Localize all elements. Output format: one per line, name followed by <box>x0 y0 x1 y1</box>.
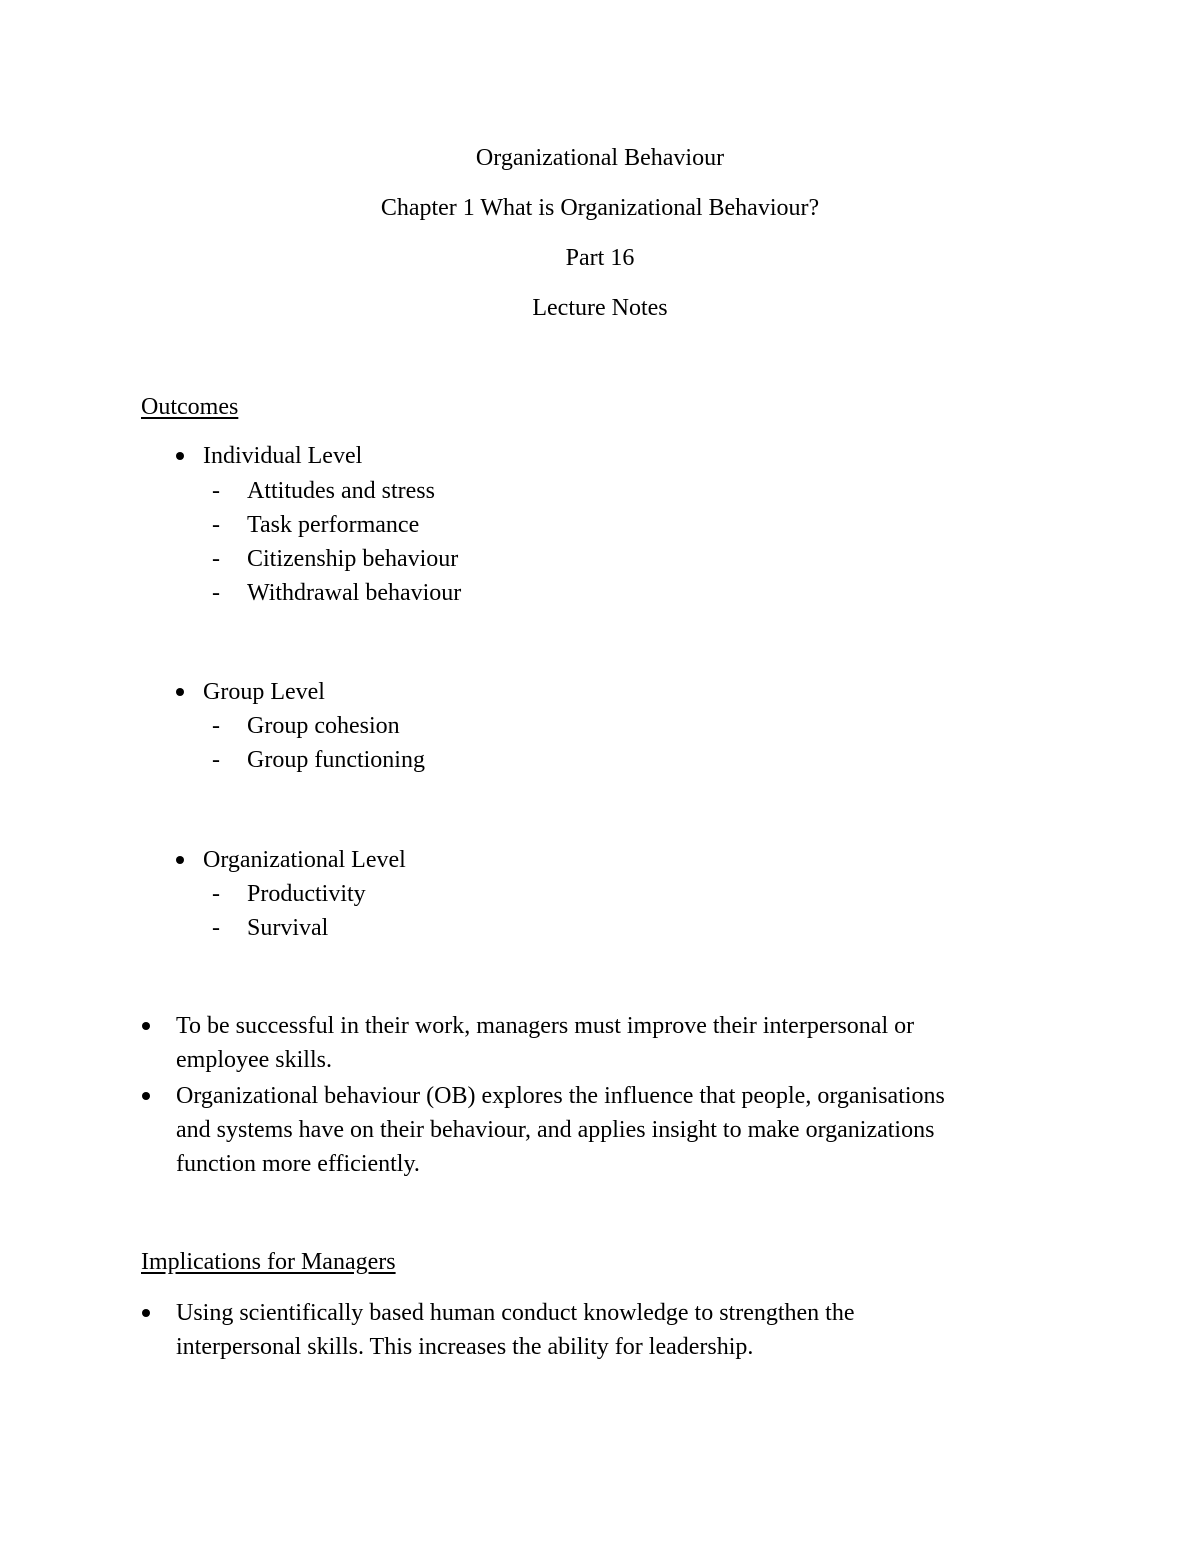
dash-icon: - <box>212 747 220 773</box>
chapter-title: Chapter 1 What is Organizational Behaviour? <box>380 195 820 221</box>
dash-icon: - <box>212 478 220 504</box>
dash-icon: - <box>212 881 220 907</box>
note-line: and systems have on their behaviour, and applies insight to make organizations <box>176 1117 935 1143</box>
bullet-icon <box>176 856 184 864</box>
note-line: To be successful in their work, managers must improve their interpersonal or <box>176 1013 915 1039</box>
list-item: Group cohesion <box>247 713 400 739</box>
list-item: Attitudes and stress <box>247 478 435 504</box>
implications-heading: Implications for Managers <box>141 1249 396 1275</box>
level-group: Group Level <box>203 679 325 705</box>
dash-icon: - <box>212 713 220 739</box>
note-line: Organizational behaviour (OB) explores the influence that people, organisations <box>176 1083 945 1109</box>
list-item: Productivity <box>247 881 366 907</box>
implication-line: interpersonal skills. This increases the ability for leadership. <box>176 1334 754 1360</box>
implication-line: Using scientifically based human conduct knowledge to strengthen the <box>176 1300 855 1326</box>
list-item: Citizenship behaviour <box>247 546 459 572</box>
dash-icon: - <box>212 915 220 941</box>
document-title: Organizational Behaviour <box>475 145 725 171</box>
dash-icon: - <box>212 580 220 606</box>
bullet-icon <box>142 1022 150 1030</box>
list-item: Withdrawal behaviour <box>247 580 462 606</box>
bullet-icon <box>176 688 184 696</box>
bullet-icon <box>142 1309 150 1317</box>
level-individual: Individual Level <box>203 443 363 469</box>
outcomes-heading: Outcomes <box>141 394 239 420</box>
note-line: employee skills. <box>176 1047 332 1073</box>
dash-icon: - <box>212 546 220 572</box>
lecture-notes-label: Lecture Notes <box>532 295 668 321</box>
part-label: Part 16 <box>565 245 635 271</box>
note-line: function more efficiently. <box>176 1151 420 1177</box>
level-organizational: Organizational Level <box>203 847 406 873</box>
list-item: Survival <box>247 915 329 941</box>
bullet-icon <box>142 1092 150 1100</box>
list-item: Task performance <box>247 512 420 538</box>
bullet-icon <box>176 452 184 460</box>
dash-icon: - <box>212 512 220 538</box>
list-item: Group functioning <box>247 747 425 773</box>
